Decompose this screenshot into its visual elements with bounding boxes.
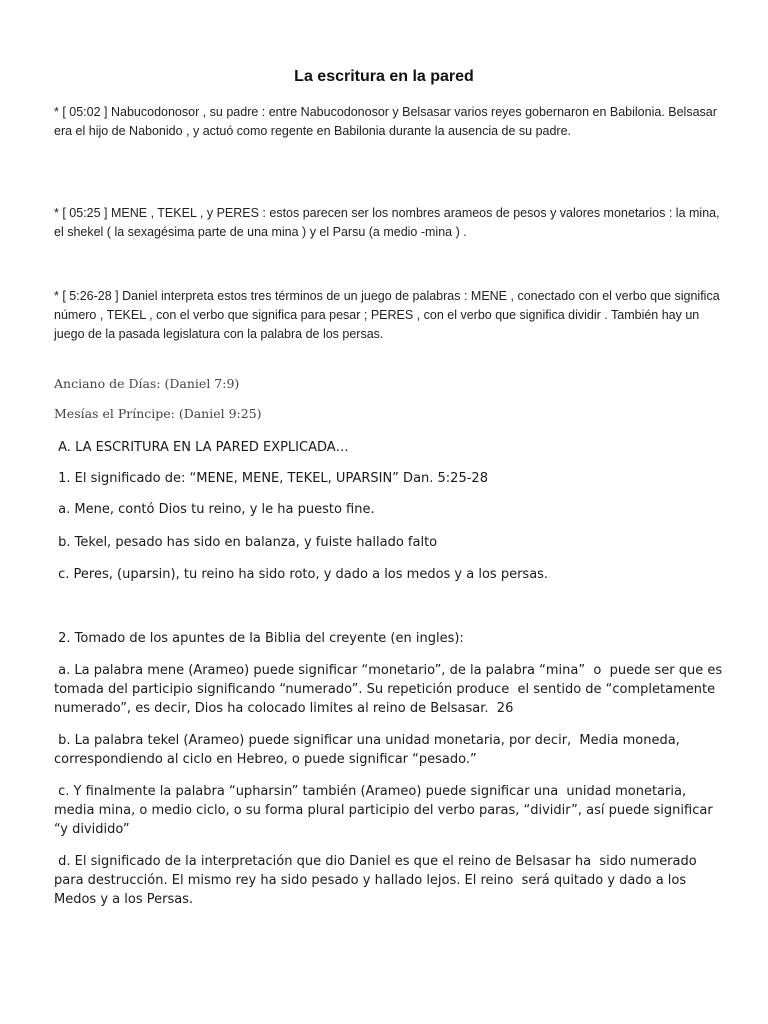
- paragraph-1-significado: 1. El significado de: “MENE, MENE, TEKEL, UPARSIN” Dan. 5:25-28: [54, 471, 488, 486]
- paragraph-c-peres: c. Peres, (uparsin), tu reino ha sido roto, y dado a los medos y a los persas.: [54, 567, 549, 582]
- document-title: La escritura en la pared: [294, 68, 474, 85]
- reference-anciano-de-dias: Anciano de Días: (Daniel 7:9): [54, 376, 240, 391]
- paragraph-2d-interpretacion: d. El significado de la interpretación que dio Daniel es que el reino de Belsasar ha sido numerado para destrucción. El mismo rey ha sido pesado y hallado lejos. El reino será quitado y dado a los Medos y a los Persas.: [54, 854, 701, 907]
- paragraph-b-tekel: b. Tekel, pesado has sido en balanza, y fuiste hallado falto: [54, 535, 438, 550]
- reference-mesias-el-principe: Mesías el Príncipe: (Daniel 9:25): [54, 406, 262, 421]
- paragraph-2-apuntes: 2. Tomado de los apuntes de la Biblia del creyente (en ingles):: [54, 631, 464, 646]
- paragraph-2c-upharsin: c. Y finalmente la palabra “upharsin” también (Arameo) puede significar una unidad monetaria, media mina, o medio ciclo, o su forma plural participio del verbo paras, “dividir”, así puede significar “y dividido”: [54, 784, 717, 837]
- section-heading-a: A. LA ESCRITURA EN LA PARED EXPLICADA…: [54, 440, 349, 455]
- paragraph-a-mene: a. Mene, contó Dios tu reino, y le ha puesto fine.: [54, 502, 375, 517]
- paragraph-2b-tekel: b. La palabra tekel (Arameo) puede significar una unidad monetaria, por decir, Media moneda, correspondiendo al ciclo en Hebreo, o puede significar “pesado.”: [54, 733, 684, 767]
- footnote-05-02: * [ 05:02 ] Nabucodonosor , su padre : entre Nabucodonosor y Belsasar varios reyes gobernaron en Babilonia. Belsasar era el hijo de Nabonido , y actuó como regente en Babilonia durante la ausencia de su padre.: [54, 105, 717, 138]
- paragraph-2a-mene: a. La palabra mene (Arameo) puede significar “monetario”, de la palabra “mina” o puede ser que es tomada del participio significando “numerado”. Su repetición produce el sentido de “completamente numerado”, es decir, Dios ha colocado limites al reino de Belsasar. 26: [54, 663, 727, 716]
- footnote-05-25: * [ 05:25 ] MENE , TEKEL , y PERES : estos parecen ser los nombres arameos de pesos y valores monetarios : la mina, el shekel ( la sexagésima parte de una mina ) y el Parsu (a medio -mina ) .: [54, 206, 720, 239]
- footnote-5-26-28: * [ 5:26-28 ] Daniel interpreta estos tres términos de un juego de palabras : MENE , conectado con el verbo que significa número , TEKEL , con el verbo que significa para pesar ; PERES , con el verbo que significa dividir . También hay un juego de la pasada legislatura con la palabra de los persas.: [54, 289, 720, 341]
